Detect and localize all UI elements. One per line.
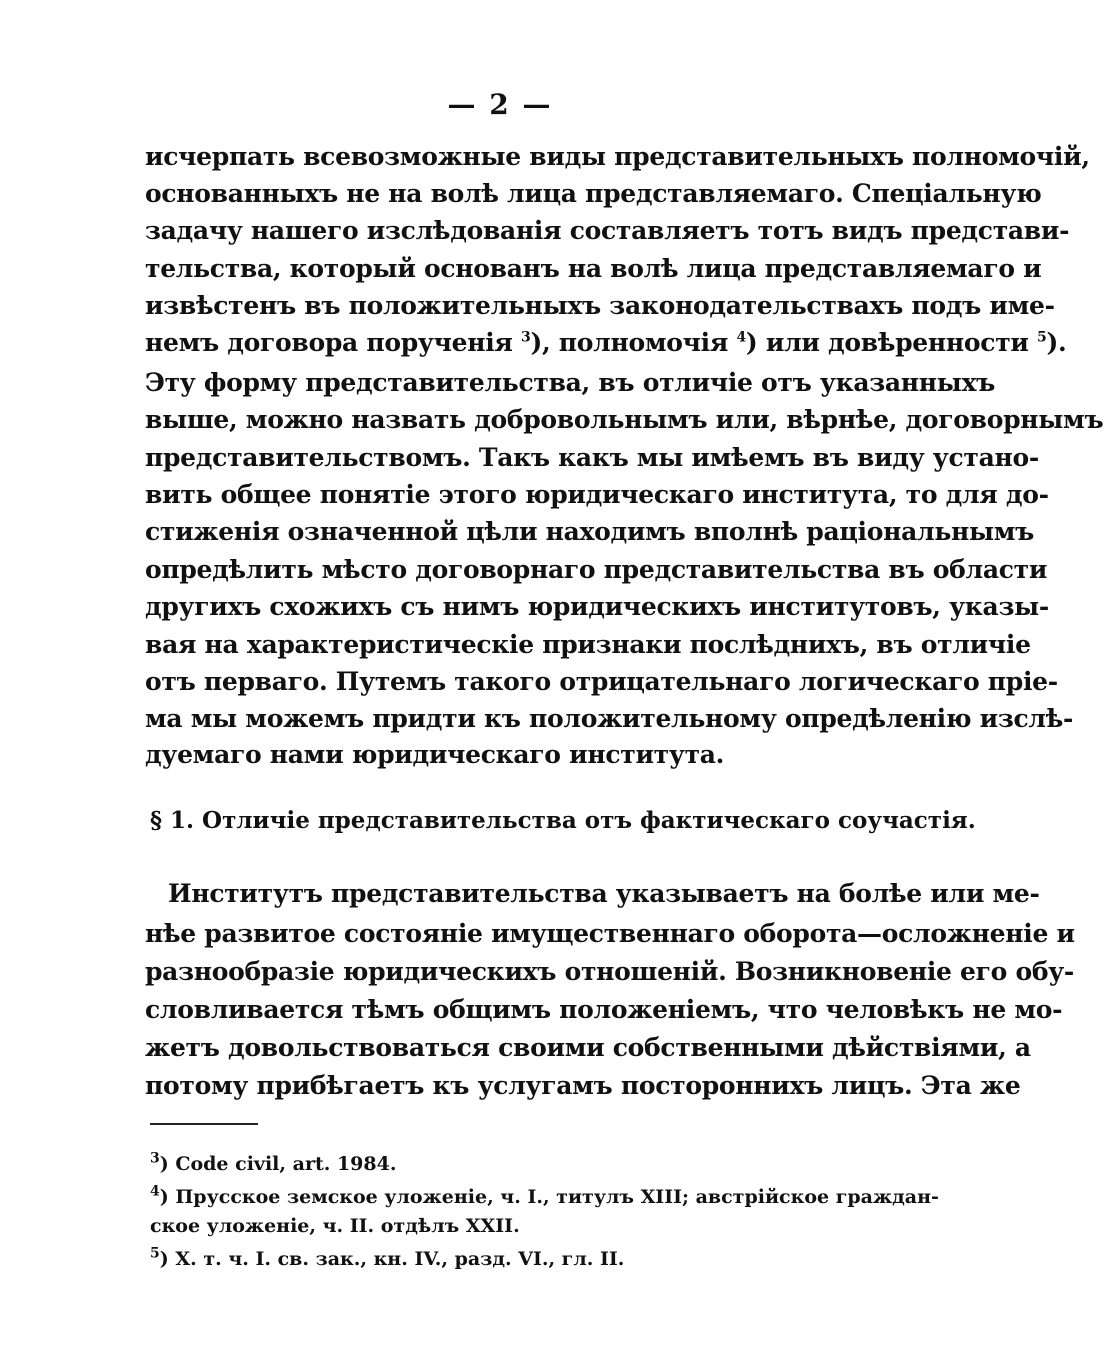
body-line: потому прибѣгаетъ къ услугамъ постороннихъ лицъ. Эта же (145, 1071, 1021, 1100)
body-line: основанныхъ не на волѣ лица представляемаго. Спеціальную (145, 179, 1042, 208)
body-line-with-refs (145, 326, 1067, 360)
body-line: отъ перваго. Путемъ такого отрицательнаго логическаго пріе- (145, 667, 1058, 696)
body-line: нѣе развитое состояніе имущественнаго оборота—осложненіе и (145, 919, 1075, 948)
body-line: вая на характеристическіе признаки послѣднихъ, въ отличіе (145, 630, 1031, 659)
body-text: ), полномочія (530, 328, 729, 357)
footnote (150, 1183, 939, 1211)
footnote (150, 1245, 830, 1273)
footnote-mark: 3 (150, 1150, 160, 1167)
footnote-ref: 4 (736, 329, 746, 346)
footnote-mark: 4 (150, 1183, 160, 1200)
body-line: вить общее понятіе этого юридическаго института, то для до- (145, 480, 1049, 509)
body-line: опредѣлить мѣсто договорнаго представительства въ области (145, 555, 1048, 584)
body-line: выше, можно назвать добровольнымъ или, вѣрнѣе, договорнымъ (145, 405, 1103, 434)
footnote-mark: 5 (150, 1245, 160, 1262)
footnote-divider (150, 1123, 258, 1125)
body-line: стиженія означенной цѣли находимъ вполнѣ раціональнымъ (145, 517, 1035, 546)
footnote-text: ) Х. т. ч. I. св. зак., кн. IV., разд. VI., гл. II. (159, 1248, 625, 1270)
footnote-continuation: ское уложеніе, ч. II. отдѣлъ XXII. (150, 1215, 520, 1237)
body-line: Эту форму представительства, въ отличіе отъ указанныхъ (145, 368, 996, 397)
body-line: задачу нашего изслѣдованія составляетъ тотъ видъ представи- (145, 216, 1070, 245)
footnote-ref: 3 (521, 329, 531, 346)
body-line: разнообразіе юридическихъ отношеній. Возникновеніе его обу- (145, 957, 1074, 986)
body-text: немъ договора порученія (145, 328, 513, 357)
body-line: исчерпать всевозможные виды представительныхъ полномочій, (145, 142, 1090, 171)
footnote (150, 1150, 830, 1178)
body-line: тельства, который основанъ на волѣ лица представляемаго и (145, 254, 1042, 283)
body-line: дуемаго нами юридическаго института. (145, 740, 725, 769)
body-line: ма мы можемъ придти къ положительному опредѣленію изслѣ- (145, 704, 1074, 733)
body-line: извѣстенъ въ положительныхъ законодательствахъ подъ име- (145, 291, 1055, 320)
footnote-text: ) Code civil, art. 1984. (159, 1153, 397, 1175)
body-line: словливается тѣмъ общимъ положеніемъ, что человѣкъ не мо- (145, 995, 1063, 1024)
body-line: другихъ схожихъ съ нимъ юридическихъ институтовъ, указы- (145, 592, 1049, 621)
body-text: ) или довѣренности (745, 328, 1029, 357)
body-text: ). (1046, 328, 1067, 357)
footnote-text: ) Прусское земское уложеніе, ч. I., титулъ XIII; австрійское граждан- (159, 1186, 939, 1208)
body-line: Институтъ представительства указываетъ на болѣе или ме- (168, 879, 1040, 908)
body-line: жетъ довольствоваться своими собственными дѣйствіями, а (145, 1033, 1031, 1062)
footnote-ref: 5 (1037, 329, 1047, 346)
section-heading: § 1. Отличіе представительства отъ фактическаго соучастія. (150, 807, 976, 834)
body-line: представительствомъ. Такъ какъ мы имѣемъ въ виду устано- (145, 443, 1039, 472)
page-number: — 2 — (447, 88, 553, 121)
